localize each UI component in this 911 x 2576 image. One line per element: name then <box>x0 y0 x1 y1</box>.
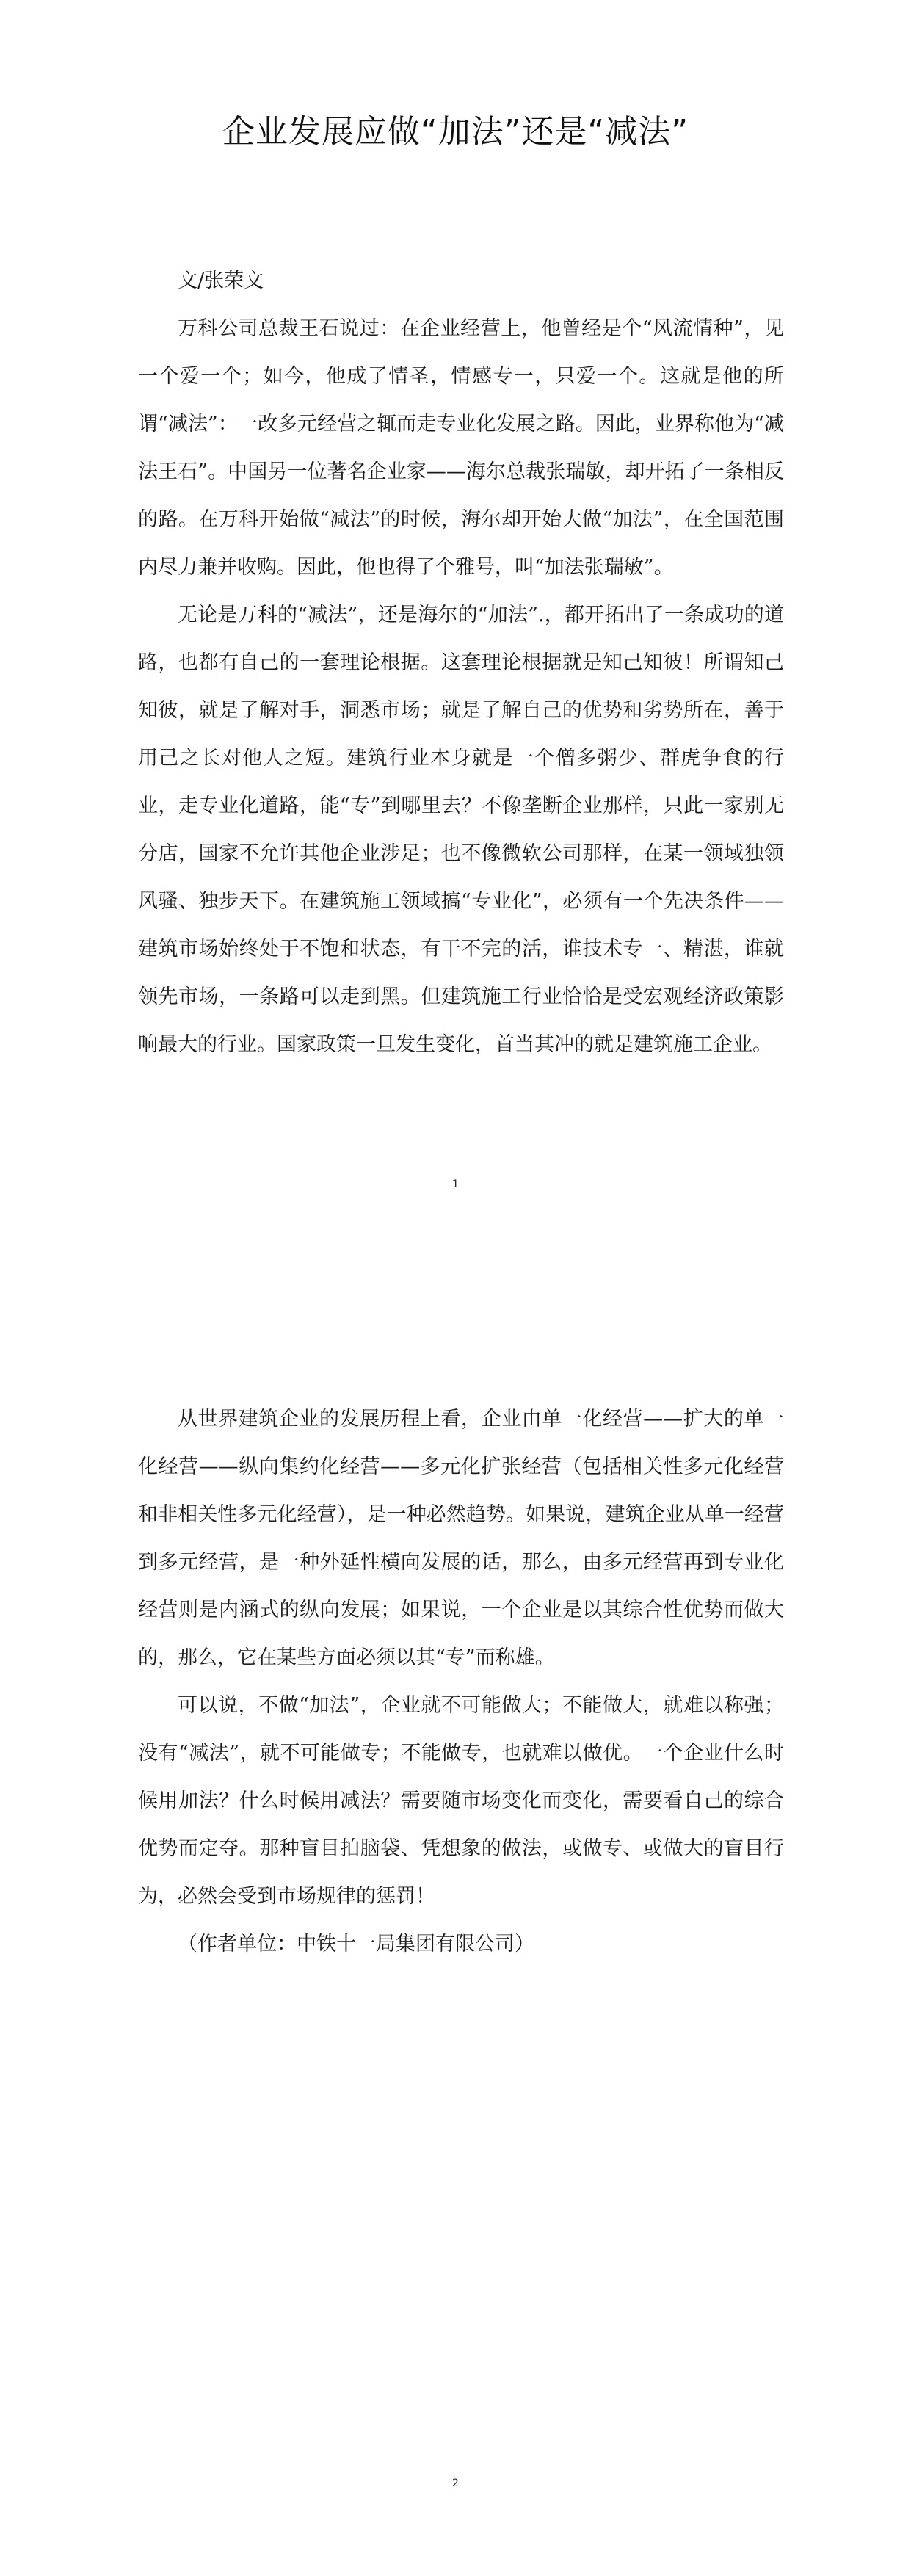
page-2-body <box>138 1395 784 1968</box>
page-2 <box>0 1288 911 2576</box>
paragraph: 万科公司总裁王石说过：在企业经营上，他曾经是个“风流情种”，见一个爱一个；如今，他成了情圣，情感专一，只爱一个。这就是他的所谓“减法”：一改多元经营之辄而走专业化发展之路。因此，业界称他为“减法王石”。中国另一位著名企业家——海尔总裁张瑞敏，却开拓了一条相反的路。在万科开始做“减法”的时候，海尔却开始大做“加法”，在全国范围内尽力兼并收购。因此，他也得了个雅号，叫“加法张瑞敏”。 <box>138 317 784 579</box>
paragraph: 从世界建筑企业的发展历程上看，企业由单一化经营——扩大的单一化经营——纵向集约化经营——多元化扩张经营（包括相关性多元化经营和非相关性多元化经营），是一种必然趋势。如果说，建筑企业从单一经营到多元经营，是一种外延性横向发展的话，那么，由多元经营再到专业化经营则是内涵式的纵向发展；如果说，一个企业是以其综合性优势而做大的，那么，它在某些方面必须以其“专”而称雄。 <box>138 1408 784 1669</box>
paragraph: 无论是万科的“减法”，还是海尔的“加法”.，都开拓出了一条成功的道路，也都有自己的一套理论根据。这套理论根据就是知己知彼！所谓知己知彼，就是了解对手，洞悉市场；就是了解自己的优势和劣势所在，善于用己之长对他人之短。建筑行业本身就是一个僧多粥少、群虎争食的行业，走专业化道路，能“专”到哪里去？不像垄断企业那样，只此一家别无分店，国家不允许其他企业涉足；也不像微软公司那样，在某一领域独领风骚、独步天下。在建筑施工领域搞“专业化”，必须有一个先决条件——建筑市场始终处于不饱和状态，有干不完的活，谁技术专一、精湛，谁就领先市场，一条路可以走到黑。但建筑施工行业恰恰是受宏观经济政策影响最大的行业。国家政策一旦发生变化，首当其冲的就是建筑施工企业。 <box>138 604 784 1056</box>
affiliation-line: （作者单位：中铁十一局集团有限公司） <box>178 1933 534 1955</box>
page-1-body <box>138 257 784 1068</box>
page-number: 1 <box>452 1179 459 1190</box>
author-line: 文/张荣文 <box>178 269 264 292</box>
paragraph: 可以说，不做“加法”，企业就不可能做大；不能做大，就难以称强；没有“减法”，就不可能做专；不能做专，也就难以做优。一个企业什么时候用加法？什么时候用减法？需要随市场变化而变化，需要看自己的综合优势而定夺。那种盲目拍脑袋、凭想象的做法，或做专、或做大的盲目行为，必然会受到市场规律的惩罚！ <box>138 1694 784 1908</box>
document-title: 企业发展应做“加法”还是“减法” <box>222 113 689 151</box>
page-number: 2 <box>452 2478 459 2489</box>
